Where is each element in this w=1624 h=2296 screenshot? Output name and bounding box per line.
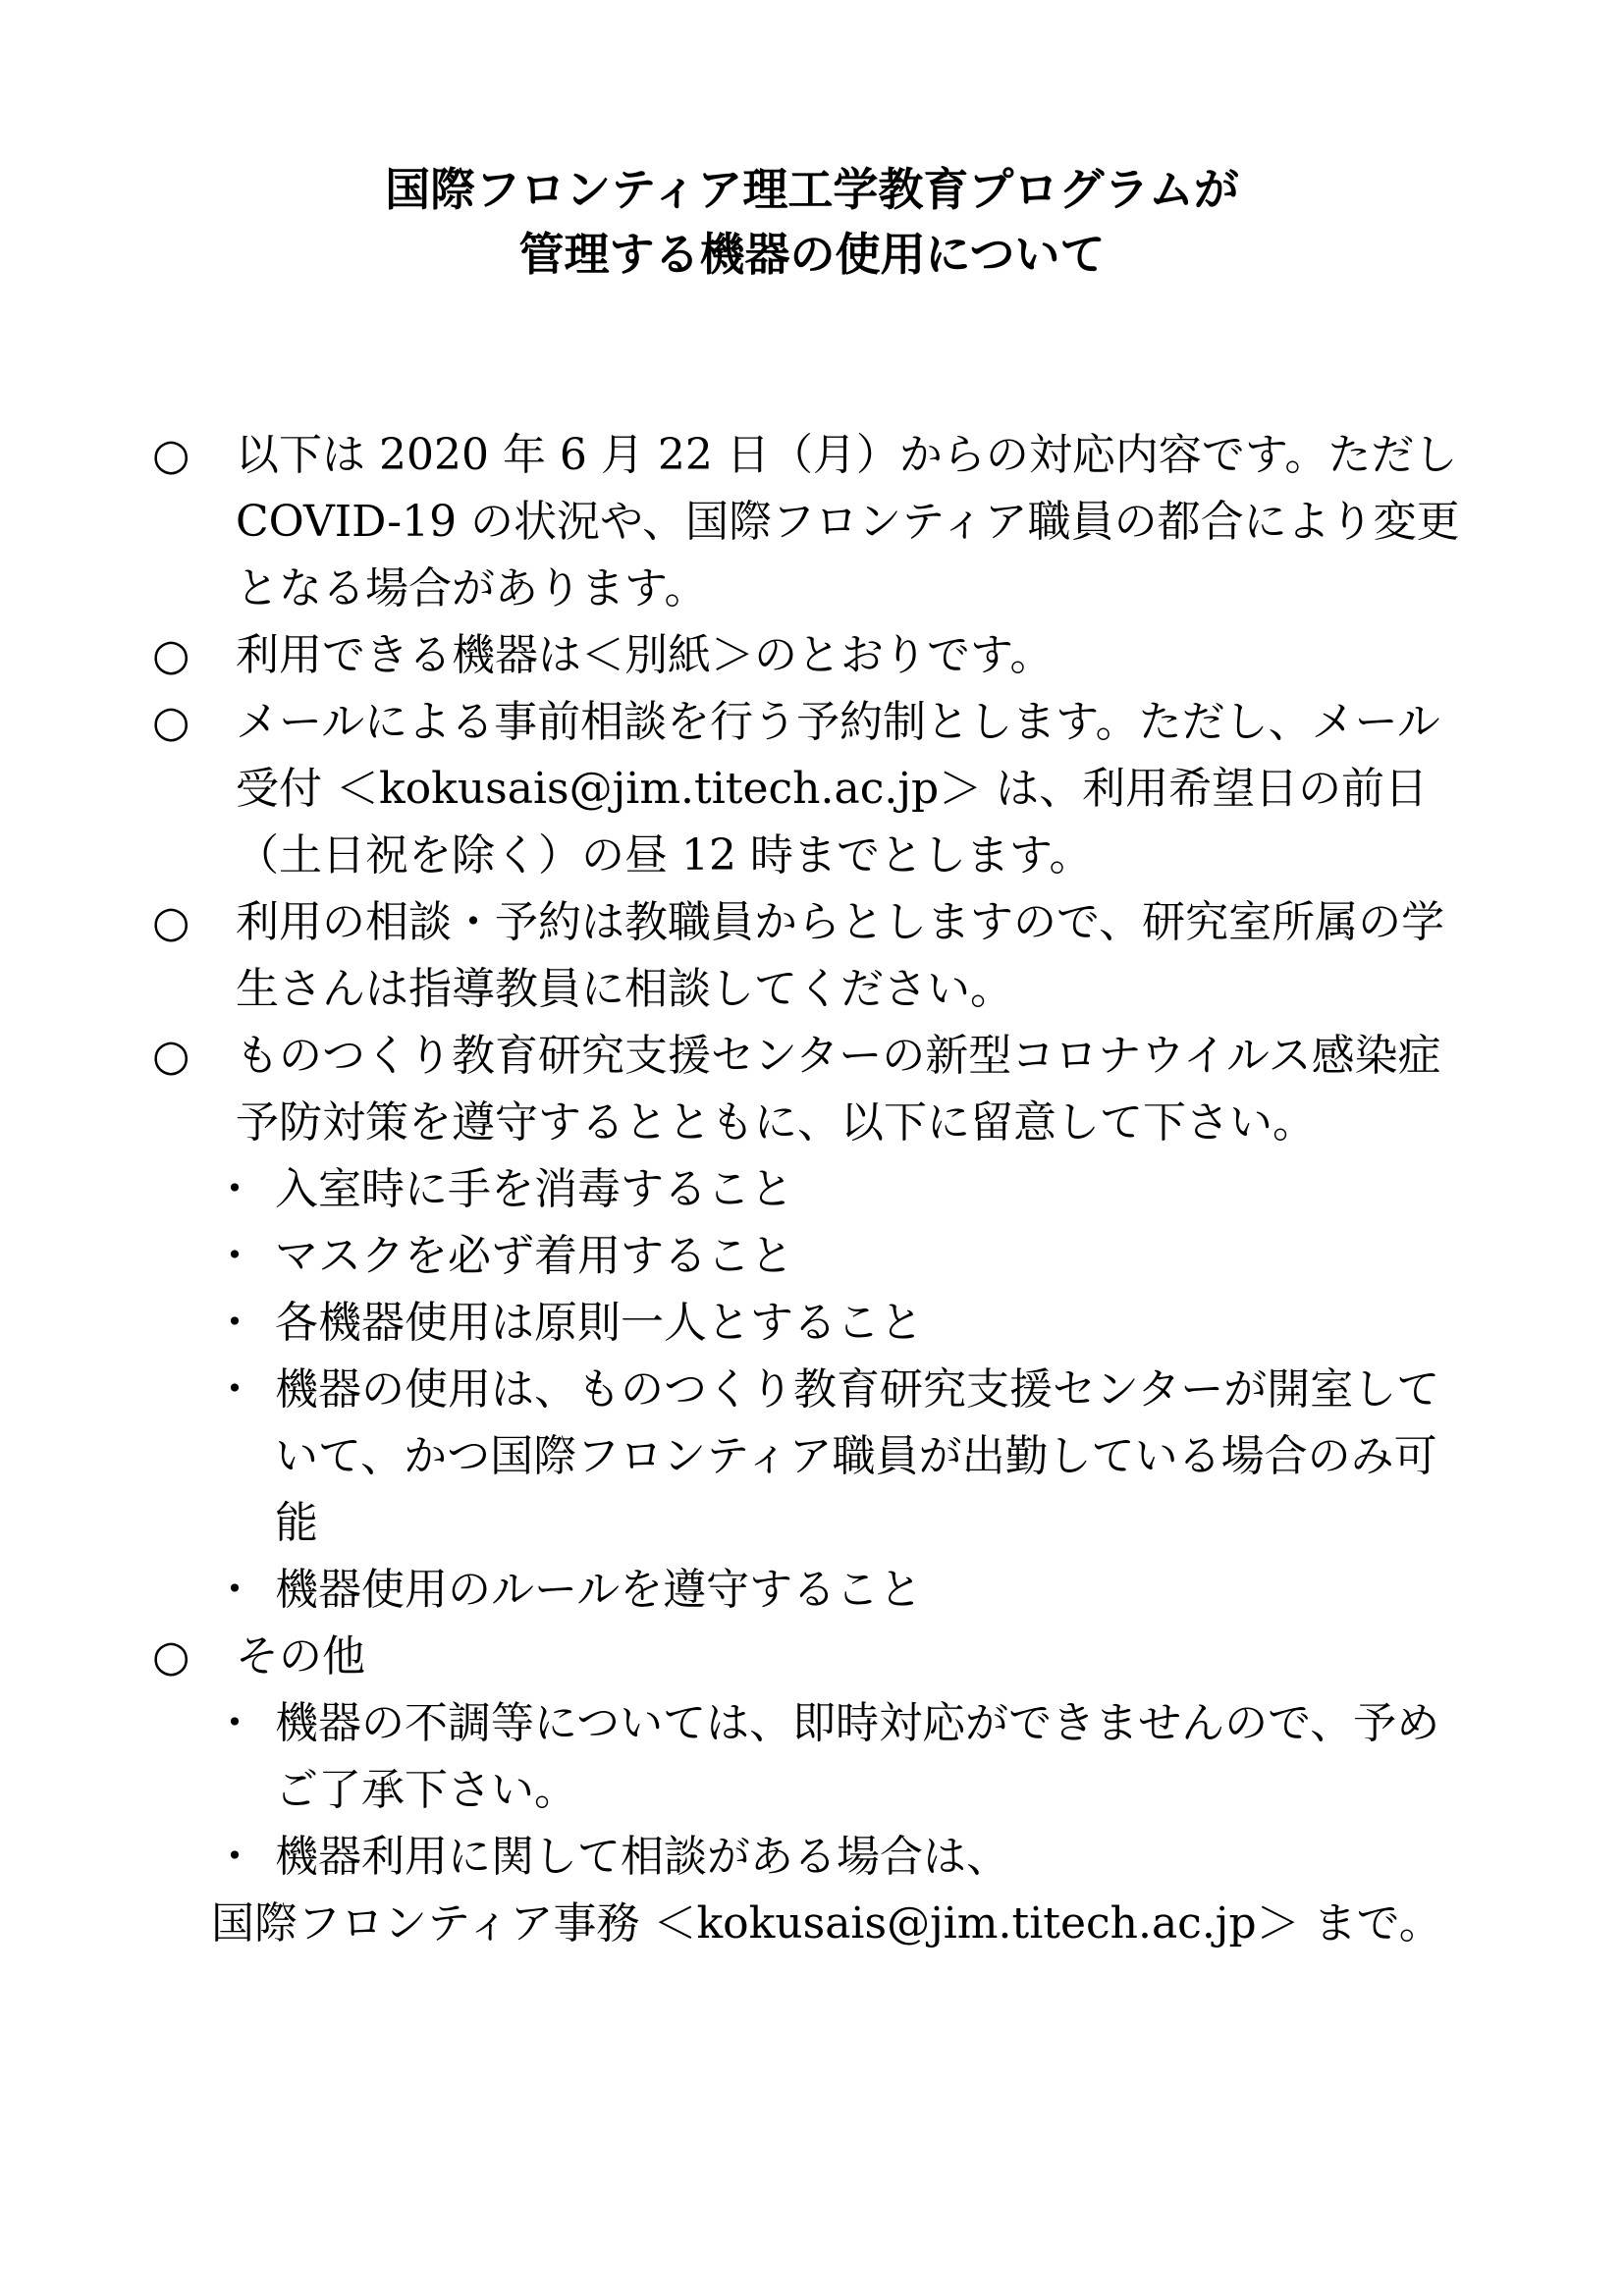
notice-item-reservation	[152, 689, 1488, 889]
circle-bullet-icon: ○	[152, 897, 190, 947]
notice-item-equipment	[152, 622, 1488, 689]
circle-bullet-icon: ○	[152, 697, 190, 747]
circle-bullet-icon: ○	[152, 1031, 190, 1081]
dot-bullet-icon: ・	[213, 1364, 256, 1415]
notice-text: メールによる事前相談を行う予約制とします。ただし、メール受付 ＜kokusais@jim.titech.ac.jp＞ は、利用希望日の前日（土日祝を除く）の昼 12 時までとします。	[236, 697, 1440, 881]
precaution-text: マスクを必ず着用すること	[275, 1231, 793, 1281]
other-label: その他	[236, 1631, 365, 1682]
precaution-item	[152, 1557, 1488, 1624]
dot-bullet-icon: ・	[213, 1832, 256, 1882]
precaution-text: 機器の使用は、ものつくり教育研究支援センターが開室していて、かつ国際フロンティア職員が出勤している場合のみ可能	[275, 1364, 1440, 1548]
dot-bullet-icon: ・	[213, 1565, 256, 1615]
notice-item-precautions	[152, 1023, 1488, 1156]
other-item	[152, 1824, 1488, 1891]
dot-bullet-icon: ・	[213, 1164, 256, 1214]
notice-item-consultation	[152, 889, 1488, 1023]
dot-bullet-icon: ・	[213, 1231, 256, 1281]
notice-text: ものつくり教育研究支援センターの新型コロナウイルス感染症予防対策を遵守するとともに、以下に留意して下さい。	[236, 1031, 1441, 1148]
other-text: 機器の不調等については、即時対応ができませんので、予めご了承下さい。	[275, 1698, 1440, 1815]
notice-text: 以下は 2020 年 6 月 22 日（月）からの対応内容です。ただし COVID-19 の状況や、国際フロンティア職員の都合により変更となる場合があります。	[236, 430, 1460, 614]
circle-bullet-icon: ○	[152, 630, 190, 680]
notice-text: 利用の相談・予約は教職員からとしますので、研究室所属の学生さんは指導教員に相談してください。	[236, 897, 1445, 1014]
notice-item-other	[152, 1624, 1488, 1690]
precaution-item	[152, 1223, 1488, 1290]
precaution-text: 機器使用のルールを遵守すること	[275, 1565, 923, 1615]
precaution-text: 各機器使用は原則一人とすること	[275, 1298, 923, 1348]
circle-bullet-icon: ○	[152, 430, 190, 480]
dot-bullet-icon: ・	[213, 1298, 256, 1348]
other-text: 機器利用に関して相談がある場合は、	[275, 1832, 1009, 1882]
circle-bullet-icon: ○	[152, 1631, 190, 1682]
precaution-item	[152, 1290, 1488, 1357]
dot-bullet-icon: ・	[213, 1698, 256, 1748]
title-line-1: 国際フロンティア理工学教育プログラムが	[385, 163, 1239, 216]
other-item	[152, 1690, 1488, 1824]
notice-text: 利用できる機器は＜別紙＞のとおりです。	[236, 630, 1054, 680]
precaution-item	[152, 1156, 1488, 1223]
contact-line: 国際フロンティア事務 ＜kokusais@jim.titech.ac.jp＞ まで。	[211, 1898, 1442, 1949]
document-title	[0, 157, 1624, 287]
precaution-text: 入室時に手を消毒すること	[275, 1164, 793, 1214]
title-line-2: 管理する機器の使用について	[518, 228, 1106, 281]
precaution-item	[152, 1357, 1488, 1557]
document-body	[152, 422, 1488, 1957]
notice-item-schedule	[152, 422, 1488, 622]
